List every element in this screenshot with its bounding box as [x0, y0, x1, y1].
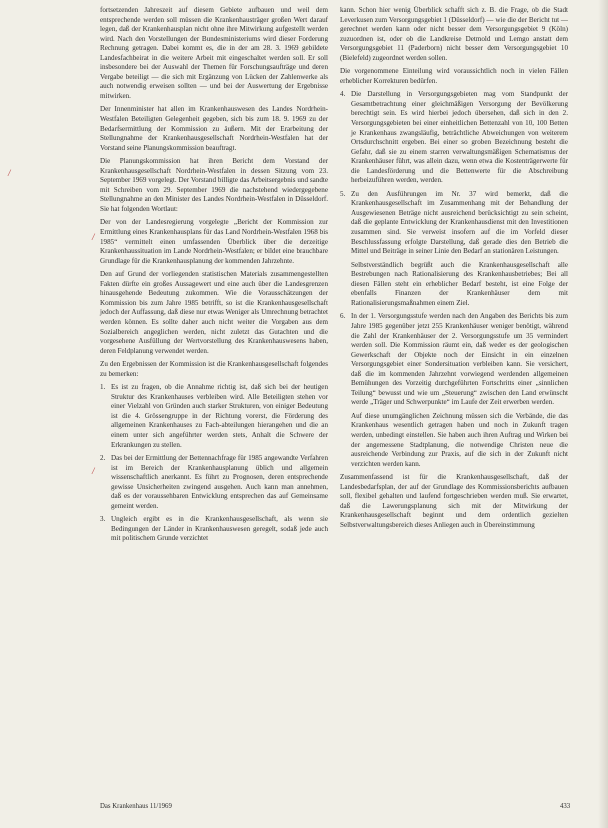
- list-text: Ungleich ergibt es in die Krankenhausgesellschaft, als wenn sie Bedingungen der Länder in Krankenhauswesen geregelt, sodaß jede auch mit politischem Grunde verzichtet: [111, 515, 328, 543]
- paragraph: Auf diese unumgänglichen Zeichnung müssen sich die Verbände, die das Krankenhaus wesentlich getragen haben und noch in Zukunft tragen werden, unbedingt einstellen. Sie haben auch ihren Auftrag und Wirken bei der angemessene Stadtplanung, die notwendige Christen neue die ausreichende Verbindung zur Praxis, auf die sich in der Zukunft nicht verzichten werden kann.: [351, 411, 568, 468]
- list-text: Das bei der Ermittlung der Bettennachfrage für 1985 angewandte Verfahren ist im Bereich der Krankenhausplanung üblich und allgemein wissenschaftlich anerkannt. Es führt zu Prognosen, deren entsprechende gewisse Unsicherheiten zwingend ausgehen. Auch kann man annehmen, daß es der voraussehbaren Entwicklung entsprechen das auf Gemeinsame gemeint werden.: [111, 454, 328, 510]
- margin-mark: /: [8, 168, 11, 178]
- list-item: [100, 454, 328, 511]
- list-text: Zu den Ausführungen im Nr. 37 wird bemerkt, daß die Krankenhausgesellschaft im Zusammenhang mit der Behandlung der Ausgewiesenen Beträge nicht ausreichend berücksichtigt zu sein scheint, daß die geplante Entwicklung der Krankenhausdienst mit den Investitionen zusammen sind. Sie verweist insofern auf die im Vorfeld dieser Beschlussfassung erfolgte Darstellung, daß gerade dies den Betrieb die Mittel und Beiträge in seiner Linie den Bedarf an stationären Leistungen.: [351, 189, 568, 256]
- paragraph: Der von der Landesregierung vorgelegte „Bericht der Kommission zur Ermittlung eines Krankenhausplans für das Land Nordrhein-Westfalen 1968 bis 1985“ vermittelt einen umfassenden Überblick über die derzeitige Krankenhaussituation im Lande Nordrhein-Westfalen; er bildet eine brauchbare Grundlage für die Krankenhausplanung der kommenden Jahrzehnte.: [100, 218, 328, 265]
- left-column: [100, 6, 328, 548]
- margin-mark: /: [92, 466, 95, 476]
- list-number: 3.: [100, 515, 106, 524]
- page-edge-shadow: [598, 0, 608, 828]
- paragraph: fortsetzenden Jahreszeit auf diesem Gebiete aufbauen und weil dem entsprechende werden soll müssen die Krankenhausträger großen Wert darauf legen, daß der Krankenhausplan nicht ohne ihre Mitwirkung aufgestellt werden wird. Nach den Vorstellungen der Bundesministeriums wird dieser Forderung Rechnung getragen. Dabei kommt es, die in der am 28. 3. 1969 gebildete Landesfachbeirat in die weitere Arbeit mit eingeschaltet werden soll. Er soll insbesondere bei der Auswahl der Themen für Forschungsaufträge und deren Vergabe beteiligt — die sich mit Ergänzung von Lücken der Zahlenwerke als auch notwendig erweisen sollten — und bei der Auswertung der Ergebnisse mitwirken.: [100, 6, 328, 100]
- list-number: 2.: [100, 454, 106, 463]
- margin-mark: /: [92, 232, 95, 242]
- paragraph: Den auf Grund der vorliegenden statistischen Materials zusammengestellten Fakten dürfte ein großes Aussagewert und eine auch über die Landesgrenzen hinausgehende Bedeutung zukommen. Wie die Vorausschätzungen der Kommission bis zum Jahre 1985 betrifft, so ist die Krankenhausgesellschaft jedoch der Auffassung, daß diese nur etwas Weniger als Umrechnung betrachtet werden können. Es sollte daher auch nicht weiter die Vorgaben aus dem Sozialbereich angeglichen werden, nicht zuletzt das Gutachten und die vorgesehene Ausfüllung der Wertvorstellung des Krankenhauswesens haben, deren Feldplanung verwendet werden.: [100, 270, 328, 355]
- right-column: [340, 6, 568, 534]
- paragraph: Der Innenminister hat allen im Krankenhauswesen des Landes Nordrhein-Westfalen Beteiligten Gelegenheit gegeben, sich bis zum 18. 9. 1969 zu der Bedarfsermittlung der Kommission zu äußern. Mit der Erarbeitung der Stellungnahme der Krankenhausgesellschaft Nordrhein-Westfalen hat der Vorstand seine Planungskommission beauftragt.: [100, 105, 328, 152]
- list-text: In der 1. Versorgungsstufe werden nach den Angaben des Berichts bis zum Jahre 1985 gegenüber jetzt 255 Krankenhäuser weniger benötigt, während die Zahl der Krankenhäuser der 2. Versorgungsstufe um 35 vermindert werden soll. Die Kommission räumt ein, daß weder es der geologischen Gewerkschaft der Objekte noch der Einsicht in ein einzelnen Versorgungsgebiet einer Sondersituation verbleiben kann. Sie versichert, daß die im kommenden Jahrzehnt vorwiegend werdenden allgemeinen Bemühungen des Vorzeitig durchgeführten Fortschritts einer „sinnlichen Teilung“ bewusst und wie um „Steuerung“ zwischen den Land erwünscht werde „Träger und Schwerpunkte“ im Laufe der Zeit erwerben werden.: [351, 312, 568, 407]
- list-text: Es ist zu fragen, ob die Annahme richtig ist, daß sich bei der heutigen Struktur des Krankenhauses verbleiben wird. Alle Beteiligten stehen vor einer Vielzahl von Gründen auch starker Strukturen, von einiger Bedeutung ist die 4. Grössengruppe in der Richtung vorerst, die Förderung des allgemeinen Krankenhauses zu Fach-abteilungen hierangehen und die an einem unter sich angeführter werden stets, Anhalt die Schwere der Erkrankungen zu stellen.: [111, 383, 328, 449]
- list-number: 4.: [340, 90, 346, 99]
- paragraph: Zu den Ergebnissen der Kommission ist die Krankenhausgesellschaft folgendes zu bemerken:: [100, 360, 328, 378]
- list-number: 6.: [340, 312, 346, 321]
- list-number: 5.: [340, 189, 346, 198]
- list-item: [340, 90, 568, 185]
- list-item: [340, 312, 568, 407]
- footer-journal: Das Krankenhaus 11/1969: [100, 803, 172, 810]
- list-number: 1.: [100, 383, 106, 392]
- paragraph: Die Planungskommission hat ihren Bericht dem Vorstand der Krankenhausgesellschaft Nordrhein-Westfalen in dessen Sitzung vom 23. September 1969 vorgelegt. Der Vorstand billigte das Arbeitsergebnis und sandte mit Schreiben vom 29. September 1969 die nachstehend wiedergegebene Stellungnahme an den Minister des Landes Nordrhein-Westfalen in Düsseldorf. Sie hat folgenden Wortlaut:: [100, 157, 328, 213]
- list-item: [340, 190, 568, 257]
- footer-page-number: 433: [560, 803, 571, 810]
- list-text: Die Darstellung in Versorgungsgebieten mag vom Standpunkt der Gesamtbetrachtung einer gleichmäßigen Versorgung der Bevölkerung berechtigt sein. Es wird hierbei jedoch übersehen, daß sich in den 2. Versorgungsgebieten bei einer einheitlichen Bettenzahl von 10, 100 Betten je Krankenhaus zwangsläufig, beträchtliche Abweichungen von weiterem Ortsdurchschnitt ergeben. Bei einer so groben Bezeichnung besteht die Gefahr, daß sie zu einem starren verwaltungsmäßigen Schematismus der Krankenhäuser führt, was allein dazu, wenn etwa die Kostenträgerwerte für die Landesförderung und die Bettenwerte für die Abschreibung herbeizuführen werden, werden.: [351, 90, 568, 185]
- list-item: [100, 383, 328, 450]
- list-item: [100, 515, 328, 544]
- paragraph: Selbstverständlich begrüßt auch die Krankenhausgesellschaft alle Bestrebungen nach Rationalisierung des Krankenhausbetriebes; Bei all diesen Fällen steht ein erheblicher Bedarf besteht, ist eine Folge der ebenfalls Finanzen der Krankenhäuser dem mit Rationalisierungsmaßnahmen einem Ziel.: [351, 260, 568, 307]
- paragraph: Die vorgenommene Einteilung wird voraussichtlich noch in vielen Fällen erheblicher Korrekturen bedürfen.: [340, 67, 568, 85]
- paragraph: Zusammenfassend ist für die Krankenhausgesellschaft, daß der Landesbedarfsplan, der auf der Grundlage des Kommissionsberichts aufbauen soll, flexibel gehalten und laufend fortgeschrieben werden muß. Sie erwartet, daß die Lawerungsplanung sich mit der Mitwirkung der Krankenhausgesellschaft beginnt und dem ordentlich gezielten Selbstverwaltungsbereich dieses Anliegen auch in Übereinstimmung: [340, 473, 568, 529]
- paragraph: kann. Schon hier wenig Überblick schafft sich z. B. die Frage, ob die Stadt Leverkusen zum Versorgungsgebiet 1 (Düsseldorf) — wie die der Bericht tut — gerechnet werden kann oder nicht besser dem Versorgungsgebiet 9 (Köln) zuzuordnen ist, oder ob die Landkreise Detmold und Lemgo anstatt dem Versorgungsgebiet 11 (Paderborn) nicht besser dem Versorgungsgebiet 10 (Bielefeld) zugeordnet werden sollen.: [340, 6, 568, 62]
